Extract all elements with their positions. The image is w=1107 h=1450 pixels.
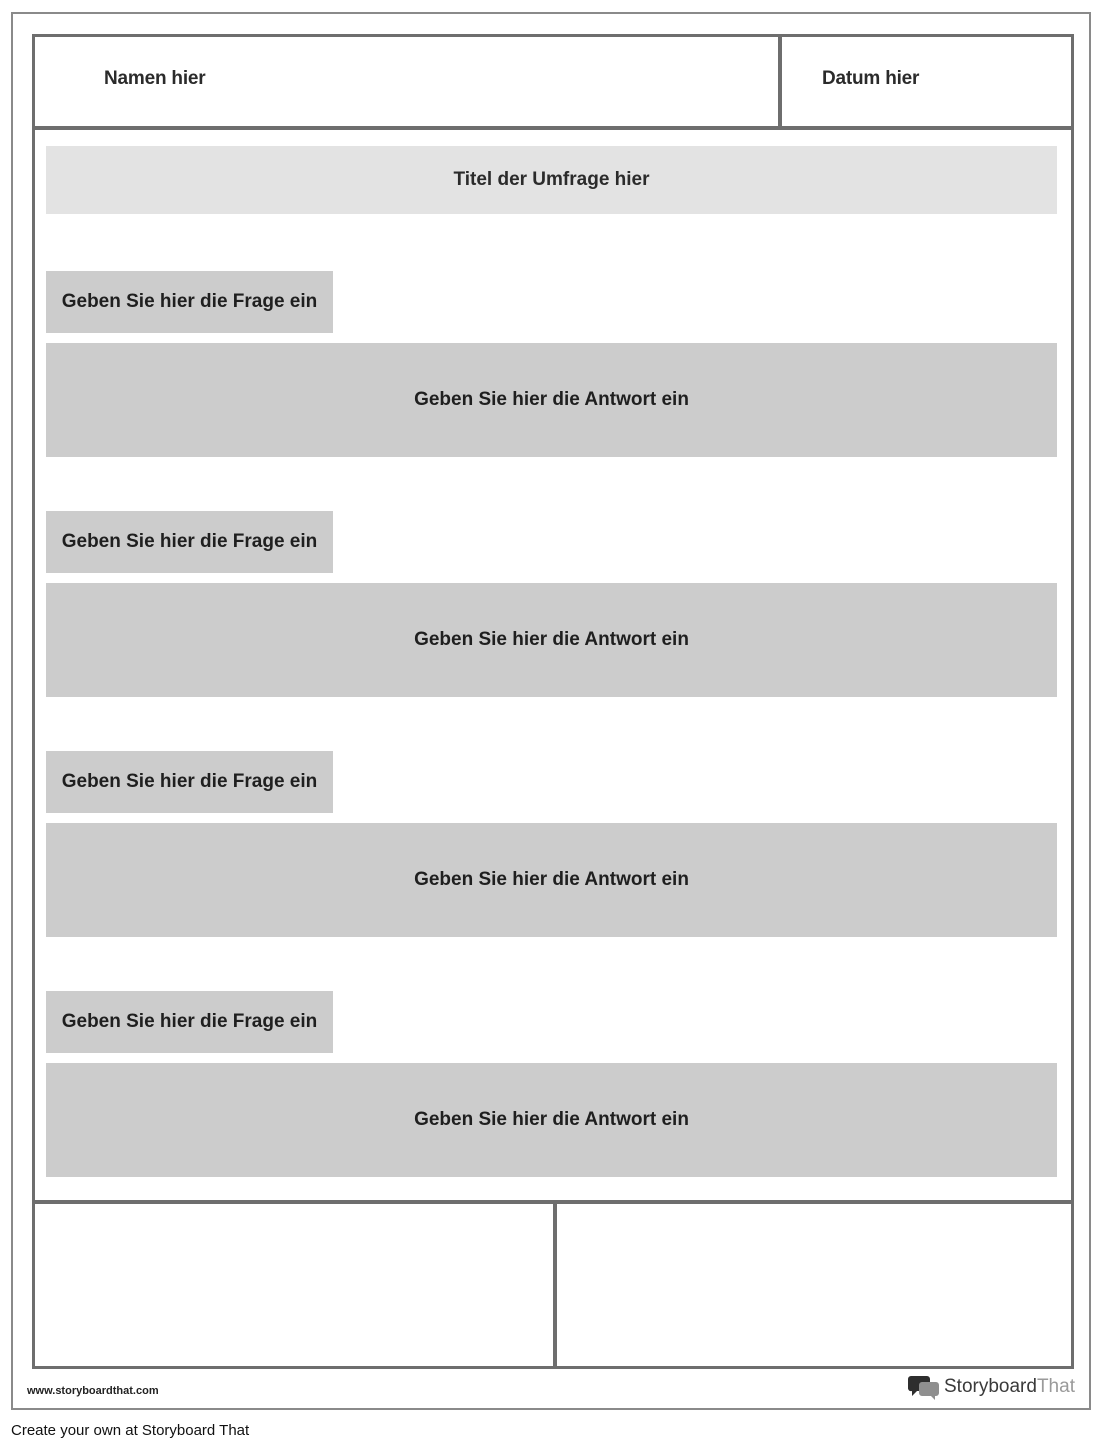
question-box-3[interactable]: Geben Sie hier die Frage ein [46,751,333,813]
answer-box-2[interactable]: Geben Sie hier die Antwort ein [46,583,1057,697]
create-your-own-link[interactable]: Create your own at Storyboard That [11,1422,250,1439]
question-box-4[interactable]: Geben Sie hier die Frage ein [46,991,333,1053]
name-field[interactable]: Namen hier [104,68,206,89]
header-divider [32,126,1074,130]
question-box-2[interactable]: Geben Sie hier die Frage ein [46,511,333,573]
bottom-column-divider [553,1202,557,1368]
logo-wordmark [944,1376,1075,1398]
logo-word-that: That [1036,1376,1075,1397]
answer-box-3[interactable]: Geben Sie hier die Antwort ein [46,823,1057,937]
answer-box-1[interactable]: Geben Sie hier die Antwort ein [46,343,1057,457]
header-column-divider [778,34,782,128]
question-box-1[interactable]: Geben Sie hier die Frage ein [46,271,333,333]
bottom-right-cell[interactable] [558,1204,1071,1366]
footer-url[interactable]: www.storyboardthat.com [27,1385,159,1397]
logo-word-storyboard: Storyboard [944,1376,1037,1397]
date-field[interactable]: Datum hier [822,68,920,89]
speech-bubbles-icon [908,1374,940,1400]
bottom-left-cell[interactable] [35,1204,552,1366]
storyboardthat-logo[interactable] [908,1374,1075,1400]
answer-box-4[interactable]: Geben Sie hier die Antwort ein [46,1063,1057,1177]
survey-title[interactable]: Titel der Umfrage hier [46,146,1057,214]
